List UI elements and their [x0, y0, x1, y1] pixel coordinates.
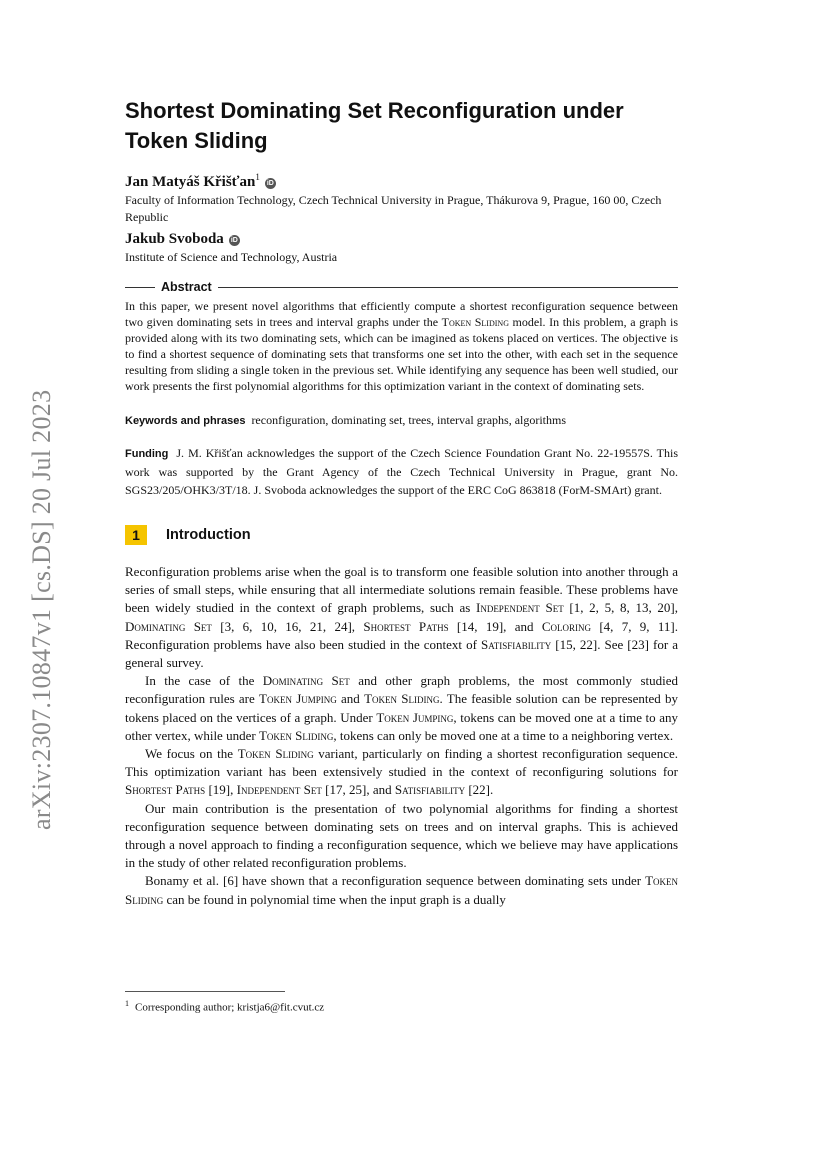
divider — [125, 287, 155, 288]
author-name: Jan Matyáš Křišťan — [125, 174, 256, 190]
footnote — [125, 999, 324, 1014]
divider — [218, 287, 678, 288]
footnote-marker: 1 — [255, 172, 260, 182]
footnote-divider — [125, 991, 285, 992]
funding-label: Funding — [125, 448, 169, 460]
keywords-text: reconfiguration, dominating set, trees, interval graphs, algorithms — [251, 413, 567, 427]
abstract-heading — [125, 280, 678, 294]
author-2 — [125, 230, 678, 249]
paragraph: In the case of the Dominating Set and other graph problems, the most commonly studied reconfiguration rules are Token Jumping and Token Sliding. The feasible solution can be represented by tokens placed on the vertices of a graph. Under Token Jumping, tokens can be moved one at a time to any other vertex, while under Token Sliding, tokens can only be moved one at a time to a neighboring vertex. — [125, 673, 679, 743]
paragraph: We focus on the Token Sliding variant, particularly on finding a shortest reconfiguration sequence. This optimization variant has been extensively studied in the context of reconfiguring solutions for Shortest Paths [19], Independent Set [17, 25], and Satisfiability [22]. — [125, 746, 678, 798]
paper-title: Shortest Dominating Set Reconfiguration under Token Sliding — [125, 98, 624, 153]
paper-page — [125, 96, 678, 909]
footnote-text: Corresponding author; kristja6@fit.cvut.cz — [135, 1001, 325, 1014]
section-body — [125, 563, 678, 909]
author-2-affiliation: Institute of Science and Technology, Austria — [125, 250, 338, 264]
paragraph: Our main contribution is the presentation of two polynomial algorithms for finding a shortest reconfiguration sequence between dominating sets on trees and on interval graphs. This is achieved through a novel approach to finding a reconfiguration sequence, which we believe may have applications in the study of other related reconfiguration problems. — [125, 800, 678, 871]
author-1-affiliation: Faculty of Information Technology, Czech Technical University in Prague, Thákurova 9, Prague, 160 00, Czech Republic — [125, 193, 662, 224]
abstract-text: In this paper, we present novel algorithms that efficiently compute a shortest reconfiguration sequence between two given dominating sets in trees and interval graphs under the Token Sliding model. In this problem, a graph is provided along with its two dominating sets, which can be imagined as tokens placed on vertices. The objective is to find a shortest sequence of dominating sets that transforms one set into the other, with each set in the sequence resulting from sliding a single token in the previous set. While identifying any sequence has been well studied, our work presents the first polynomial algorithms for this optimization variant in the context of dominating sets. — [125, 299, 678, 393]
paragraph: Reconfiguration problems arise when the goal is to transform one feasible solution into another through a series of small steps, while ensuring that all intermediate solutions remain feasible. These problems have been widely studied in the context of graph problems, such as Independent Set [1, 2, 5, 8, 13, 20], Dominating Set [3, 6, 10, 16, 21, 24], Shortest Paths [14, 19], and Coloring [4, 7, 9, 11]. Reconfiguration problems have also been studied in the context of Satisfiability [15, 22]. See [23] for a general survey. — [125, 564, 678, 671]
section-heading — [125, 525, 678, 545]
arxiv-identifier: arXiv:2307.10847v1 [cs.DS] 20 Jul 2023 — [27, 389, 56, 831]
orcid-icon[interactable]: iD — [230, 237, 238, 244]
keywords — [125, 412, 678, 429]
section-title: Introduction — [166, 527, 251, 543]
funding — [125, 444, 678, 499]
paragraph: Bonamy et al. [6] have shown that a reconfiguration sequence between dominating sets under Token Sliding can be found in polynomial time when the input graph is a dually — [125, 873, 678, 907]
author-name: Jakub Svoboda — [125, 231, 224, 247]
author-1 — [125, 168, 678, 192]
funding-text: J. M. Křišťan acknowledges the support of the Czech Science Foundation Grant No. 22-19557S. This work was supported by the Grant Agency of the Czech Technical University in Prague, grant No. SGS23/205/OHK3/3T/18. J. Svoboda acknowledges the support of the ERC CoG 863818 (ForM-SMArt) grant. — [125, 446, 678, 497]
abstract-label: Abstract — [161, 280, 212, 294]
keywords-label: Keywords and phrases — [125, 415, 246, 427]
footnote-marker: 1 — [125, 999, 129, 1008]
section-number: 1 — [125, 525, 147, 545]
orcid-icon[interactable]: iD — [266, 180, 274, 187]
